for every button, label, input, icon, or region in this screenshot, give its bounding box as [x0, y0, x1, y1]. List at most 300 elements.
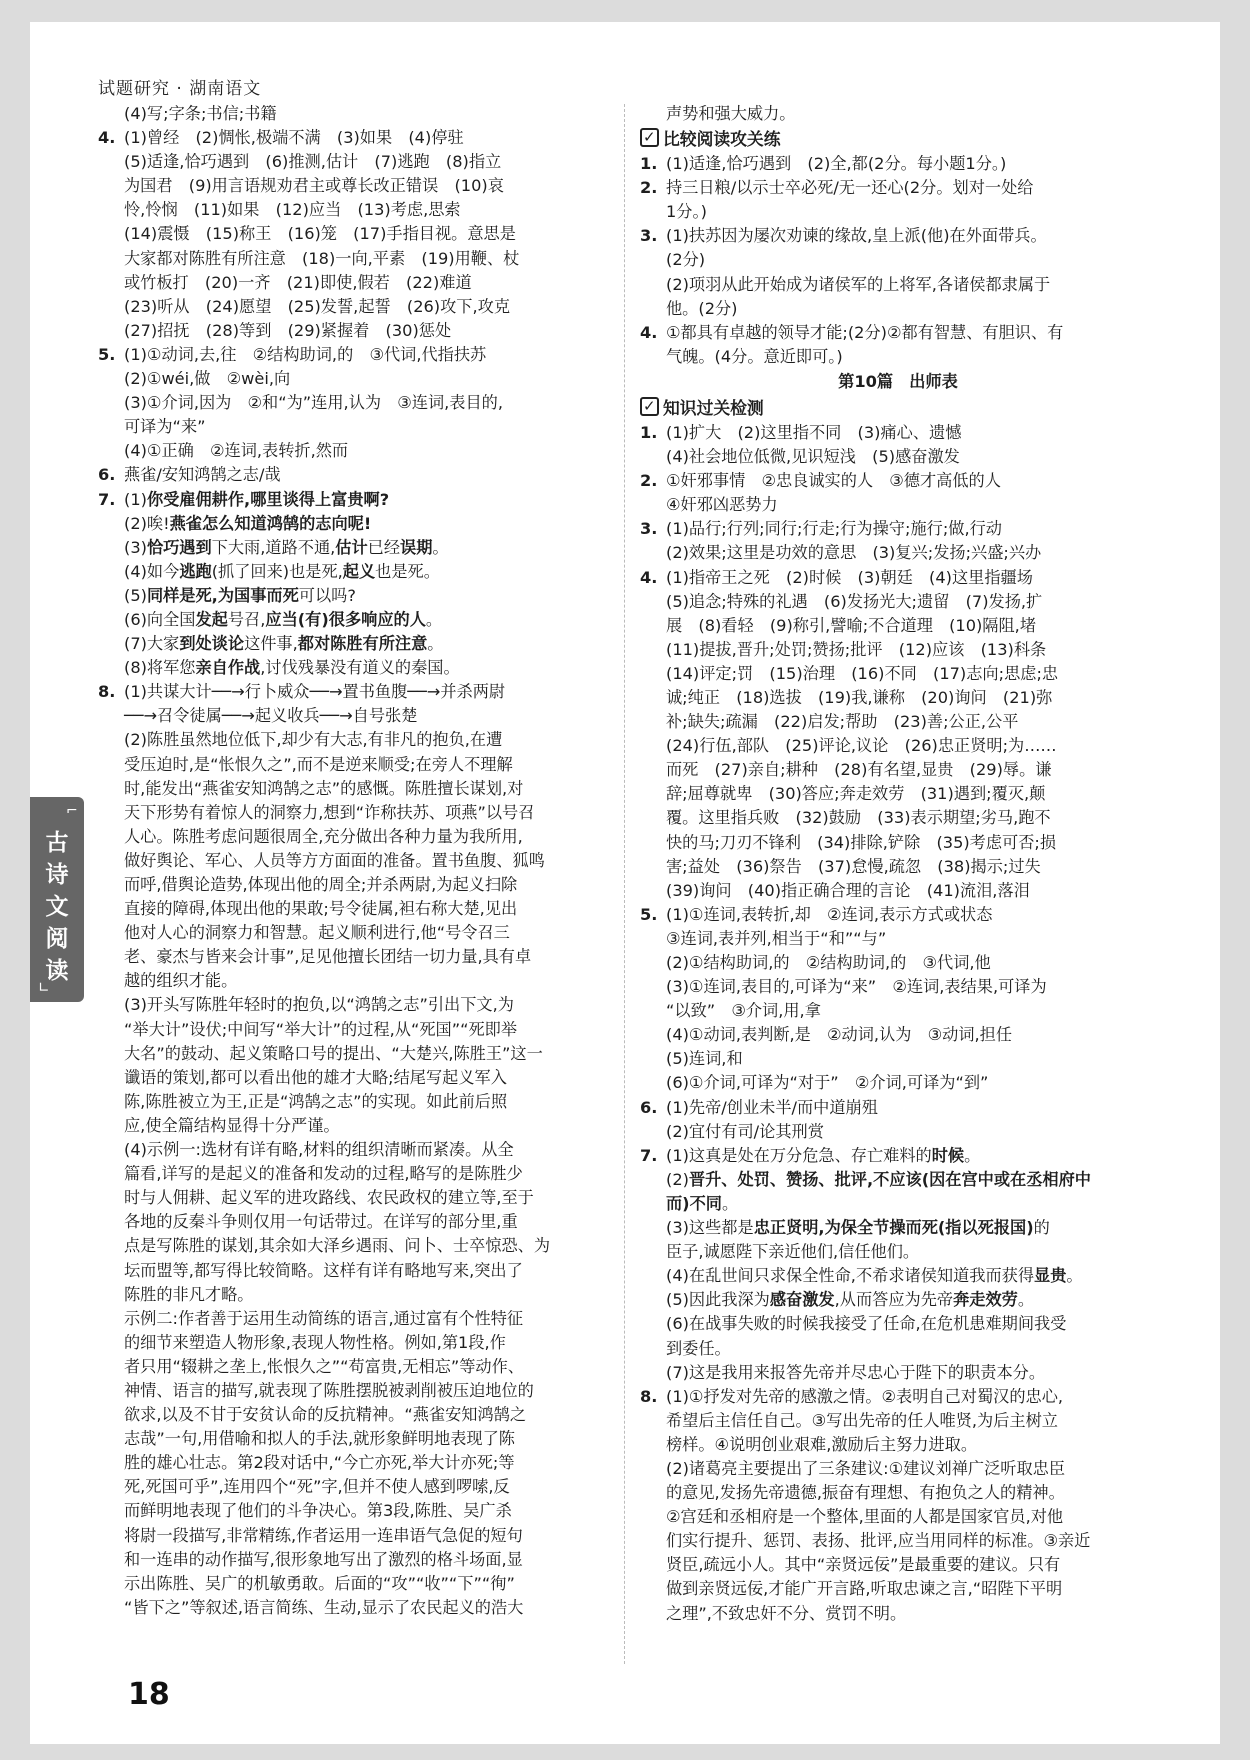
answer-text: (3)这些都是 [666, 1218, 754, 1238]
answer-text: (4)社会地位低微,见识短浅 (5)感奋激发 [666, 447, 960, 467]
answer-line [666, 975, 1156, 999]
answer-line [124, 608, 608, 632]
answer-text: “皆下之”等叙述,语言简练、生动,显示了农民起义的浩大 [124, 1597, 524, 1617]
side-tab-char: 诗 [45, 862, 69, 888]
answer-text: ,从而答应为先帝 [834, 1290, 954, 1310]
answer-text: 。 [425, 609, 443, 629]
answer-line [666, 855, 1156, 879]
answer-text: 点是写陈胜的谋划,其余如大泽乡遇雨、问卜、士卒惊恐、为 [124, 1236, 551, 1256]
answer-text: (2分) [666, 250, 706, 270]
answer-line [666, 493, 1156, 517]
answer-line [124, 512, 608, 536]
answer-item [640, 903, 1156, 1096]
answer-number: 4. [640, 322, 658, 342]
answer-text: 做好舆论、军心、人员等方方面面的准备。置书鱼腹、狐鸣 [124, 850, 545, 870]
answer-line [124, 801, 608, 825]
answer-text: 者只用“辍耕之垄上,怅恨久之”“苟富贵,无相忘”等动作、 [124, 1356, 524, 1376]
answer-text: (2)项羽从此开始成为诸侯军的上将军,各诸侯都隶属于 [666, 274, 1051, 294]
answer-line [666, 445, 1156, 469]
answer-line [124, 1379, 608, 1403]
emphasized-text: 燕雀怎么知道鸿鹄的志向呢! [169, 513, 372, 533]
answer-text: 之理”,不致忠奸不分、赏罚不明。 [666, 1603, 907, 1623]
section-banner [640, 126, 1156, 152]
answer-text: ③连词,表并列,相当于“和”“与” [666, 928, 887, 948]
emphasized-text: 奔走效劳 [953, 1290, 1018, 1310]
answer-text: 人心。陈胜考虑问题很周全,充分做出各种力量为我所用, [124, 826, 523, 846]
answer-text: (2)①结构助词,的 ②结构助词,的 ③代词,他 [666, 953, 991, 972]
answer-line [666, 1264, 1156, 1288]
answer-text: (24)行伍,部队 (25)评论,议论 (26)忠正贤明;为…… [666, 736, 1057, 756]
answer-number: 5. [640, 904, 658, 924]
answer-line [666, 903, 1156, 927]
answer-text: (5)追念;特殊的礼遇 (6)发扬光大;遗留 (7)发扬,扩 [666, 591, 1043, 611]
answer-text: ④奸邪凶恶势力 [666, 495, 778, 515]
answer-text: (1)先帝/创业未半/而中道崩殂 [666, 1097, 878, 1117]
answer-text: 。 [1017, 1290, 1035, 1310]
answer-text: 诚;纯正 (18)选拔 (19)我,谦称 (20)询问 (21)弥 [666, 687, 1053, 707]
answer-text: 到委任。 [666, 1338, 731, 1358]
answer-line [666, 1505, 1156, 1529]
answer-line [124, 656, 608, 680]
answer-line [666, 1529, 1156, 1553]
answer-line [124, 1186, 608, 1210]
answer-line [124, 150, 608, 174]
answer-number: 2. [640, 178, 658, 198]
side-tab-char: 读 [45, 958, 69, 984]
answer-text: 陈胜的非凡才略。 [124, 1284, 254, 1304]
answer-text: (1) [124, 489, 147, 509]
answer-line [124, 1090, 608, 1114]
answer-text: 谶语的策划,都可以看出他的雄才大略;结尾写起义军入 [124, 1067, 507, 1087]
answer-text: 越的组织才能。 [124, 971, 238, 991]
answer-text: (3) [124, 537, 147, 557]
answer-item [640, 1385, 1156, 1626]
answer-text: 气魄。(4分。意近即可。) [666, 346, 843, 366]
left-column [98, 102, 608, 1667]
answer-text: (1)指帝王之死 (2)时候 (3)朝廷 (4)这里指疆场 [666, 567, 1033, 587]
answer-number: 2. [640, 471, 658, 491]
emphasized-text: 估计 [335, 537, 368, 557]
answer-text: (2)诸葛亮主要提出了三条建议:①建议刘禅广泛听取忠臣 [666, 1458, 1066, 1478]
answer-text: 声势和强大威力。 [666, 104, 796, 123]
answer-text: (1)共谋大计──→行卜威众──→置书鱼腹──→并杀两尉 [124, 682, 506, 702]
answer-text: 补;缺失;疏漏 (22)启发;帮助 (23)善;公正,公平 [666, 712, 1019, 732]
answer-line [124, 1403, 608, 1427]
answer-line [666, 1240, 1156, 1264]
side-tab-char: 文 [45, 894, 69, 920]
emphasized-text: 应当(有)很多响应的人 [265, 609, 426, 629]
answer-text: 下大雨,道路不通, [211, 537, 336, 557]
answer-line [124, 1307, 608, 1331]
answer-text: (抓了回来)也是死, [211, 561, 343, 581]
answer-text: (39)询问 (40)指正确合理的言论 (41)流泪,落泪 [666, 880, 1030, 900]
emphasized-text: 亲自作战 [195, 658, 261, 678]
answer-text: (1)①抒发对先帝的感激之情。②表明自己对蜀汉的忠心, [666, 1386, 1064, 1406]
answer-text: 志哉”一句,用借喻和拟人的手法,就形象鲜明地表现了陈 [124, 1429, 515, 1449]
answer-text: 。 [721, 1193, 739, 1213]
answer-text: (3)①介词,因为 ②和“为”连用,认为 ③连词,表目的, [124, 393, 504, 413]
answer-text: (2) [666, 1169, 689, 1189]
emphasized-text: 起义 [342, 561, 376, 581]
answer-text: 死,死国可乎”,连用四个“死”字,但并不使人感到啰嗦,反 [124, 1477, 510, 1497]
answer-line [666, 1577, 1156, 1601]
page [30, 22, 1220, 1744]
answer-text: 直接的障碍,体现出他的果敢;号令徒属,袒右称大楚,见出 [124, 899, 518, 919]
answer-line [666, 782, 1156, 806]
answer-line [124, 415, 608, 439]
answer-text: 时与人佣耕、起义军的进攻路线、农民政权的建立等,至于 [124, 1188, 534, 1208]
answer-text: (3)①连词,表目的,可译为“来” ②连词,表结果,可译为 [666, 977, 1047, 997]
answer-line [124, 1475, 608, 1499]
answer-line [124, 873, 608, 897]
answer-line [124, 825, 608, 849]
answer-text: (11)提拔,晋升;处罚;赞扬;批评 (12)应该 (13)科条 [666, 639, 1047, 659]
answer-line [666, 1602, 1156, 1626]
section-banner-label: 比较阅读攻关练 [663, 129, 781, 150]
answer-text: (7)大家 [124, 634, 180, 654]
answer-text: 各地的反秦斗争则仅用一句话带过。在详写的部分里,重 [124, 1212, 518, 1232]
answer-line [124, 753, 608, 777]
answer-line [124, 1234, 608, 1258]
answer-line [124, 1499, 608, 1523]
answer-line [124, 921, 608, 945]
emphasized-text: 到处谈论 [179, 634, 245, 654]
answer-text: (1)品行;行列;同行;行走;行为操守;施行;做,行动 [666, 519, 1002, 539]
answer-text: (2)陈胜虽然地位低下,却少有大志,有非凡的抱负,在遭 [124, 730, 503, 750]
emphasized-text: 感奋激发 [769, 1290, 835, 1310]
bracket-top-icon: ⌐ [66, 803, 78, 819]
answer-text: (1)①连词,表转折,却 ②连词,表示方式或状态 [666, 904, 993, 924]
answer-line [124, 198, 608, 222]
answer-number: 6. [640, 1097, 658, 1117]
answer-line [666, 176, 1156, 200]
answer-line [666, 345, 1156, 369]
answer-text: (2)唉! [124, 513, 170, 533]
answer-line [666, 1433, 1156, 1457]
answer-text: 他。(2分) [666, 298, 738, 318]
answer-text: (1)扩大 (2)这里指不同 (3)痛心、遗憾 [666, 422, 962, 442]
answer-text: (7)这是我用来报答先帝并尽忠心于陛下的职责本分。 [666, 1362, 1046, 1382]
answer-text: 的意见,发扬先帝遗德,振奋有理想、有抱负之人的精神。 [666, 1483, 1065, 1503]
answer-text: 受压迫时,是“怅恨久之”,而不是逆来顺受;在旁人不理解 [124, 754, 513, 774]
answer-line [124, 488, 608, 512]
answer-number: 7. [98, 489, 116, 509]
answer-line [124, 1331, 608, 1355]
page-header: 试题研究 · 湖南语文 [98, 79, 262, 99]
answer-item [640, 176, 1156, 224]
answer-number: 3. [640, 226, 658, 246]
emphasized-text: 忠正贤明,为保全节操而死(指以死报国) [753, 1218, 1034, 1238]
answer-line [666, 1337, 1156, 1361]
answer-line [124, 174, 608, 198]
right-column [640, 102, 1156, 1667]
answer-line [666, 734, 1156, 758]
answer-number: 6. [98, 465, 116, 485]
answer-line [666, 421, 1156, 445]
checkbox-icon [640, 128, 659, 147]
answer-text: (4)如今 [124, 561, 180, 581]
answer-line [666, 638, 1156, 662]
answer-line [666, 566, 1156, 590]
answer-line [666, 224, 1156, 248]
answer-text: 怜,怜悯 (11)如果 (12)应当 (13)考虑,思索 [124, 200, 461, 220]
answer-line [666, 1216, 1156, 1240]
answer-text: 而鲜明地表现了他们的斗争决心。第3段,陈胜、吴广杀 [124, 1501, 512, 1521]
answer-line [666, 927, 1156, 951]
answer-text: 已经 [367, 537, 401, 557]
answer-text: 示例二:作者善于运用生动简练的语言,通过富有个性特征 [124, 1308, 524, 1328]
answer-line [666, 1144, 1156, 1168]
answer-text: 贤臣,疏远小人。其中“亲贤远佞”是最重要的建议。只有 [666, 1555, 1061, 1575]
answer-text: (4)示例一:选材有详有略,材料的组织清晰而紧凑。从全 [124, 1140, 514, 1160]
answer-line [124, 1596, 608, 1620]
answer-line [124, 1042, 608, 1066]
answer-line [124, 247, 608, 271]
answer-text: 快的马;刀刃不锋利 (34)排除,铲除 (35)考虑可否;损 [666, 832, 1057, 852]
answer-line [124, 391, 608, 415]
answer-text: (5)因此我深为 [666, 1290, 770, 1310]
answer-line [666, 806, 1156, 830]
answer-item [98, 102, 608, 126]
answer-line [124, 1138, 608, 1162]
answer-text: 害;益处 (36)祭告 (37)怠慢,疏忽 (38)揭示;过失 [666, 856, 1041, 876]
answer-line [666, 1168, 1156, 1192]
answer-text: (5) [124, 585, 147, 605]
answer-line [124, 463, 608, 487]
answer-text: (2)①wéi,做 ②wèi,向 [124, 369, 291, 389]
emphasized-text: 显贵 [1034, 1266, 1067, 1286]
answer-text: 。 [1066, 1266, 1083, 1286]
answer-text: 时,能发出“燕雀安知鸿鹄之志”的感慨。陈胜擅长谋划,对 [124, 778, 524, 798]
answer-item [98, 680, 608, 1620]
answer-text: 覆。这里指兵败 (32)鼓励 (33)表示期望;劣马,跑不 [666, 808, 1051, 828]
emphasized-text: 而)不同 [666, 1193, 722, 1213]
answer-line [124, 704, 608, 728]
answer-line [666, 102, 1156, 126]
answer-text: (1)扶苏因为屡次劝谏的缘故,皇上派(他)在外面带兵。 [666, 226, 1047, 246]
answer-text: 陈,陈胜被立为王,正是“鸿鹄之志”的实现。如此前后照 [124, 1091, 508, 1111]
answer-line [124, 728, 608, 752]
bracket-bottom-icon: ∟ [38, 980, 50, 996]
answer-number: 8. [98, 682, 116, 702]
answer-line [666, 1553, 1156, 1577]
answer-line [124, 1283, 608, 1307]
answer-item [98, 126, 608, 343]
answer-line [124, 1451, 608, 1475]
answer-line [666, 1071, 1156, 1095]
answer-text: ②宫廷和丞相府是一个整体,里面的人都是国家官员,对他 [666, 1507, 1064, 1527]
answer-line [124, 319, 608, 343]
answer-text: 们实行提升、惩罚、表扬、批评,应当用同样的标准。③亲近 [666, 1531, 1091, 1551]
answer-item [640, 321, 1156, 369]
answer-text: (14)评定;罚 (15)治理 (16)不同 (17)志向;思虑;忠 [666, 663, 1059, 683]
answer-number: 7. [640, 1145, 658, 1165]
answer-text: (27)招抚 (28)等到 (29)紧握着 (30)惩处 [124, 320, 452, 340]
answer-text: (6)在战事失败的时候我接受了任命,在危机患难期间我受 [666, 1314, 1067, 1334]
answer-line [666, 541, 1156, 565]
answer-line [124, 1114, 608, 1138]
answer-text: 展 (8)看轻 (9)称引,譬喻;不合道理 (10)隔阻,堵 [666, 615, 1037, 635]
answer-text: (23)听从 (24)愿望 (25)发誓,起誓 (26)攻下,攻克 [124, 296, 511, 316]
answer-text: “举大计”设伏;中间写“举大计”的过程,从“死国”“死即举 [124, 1019, 518, 1039]
answer-line [666, 686, 1156, 710]
answer-line [124, 993, 608, 1017]
answer-text: ①奸邪事情 ②忠良诚实的人 ③德才高低的人 [666, 471, 1001, 491]
answer-text: 胜的雄心壮志。第2段对话中,“今亡亦死,举大计亦死;等 [124, 1453, 515, 1473]
answer-text: 和一连串的动作描写,很形象地写出了激烈的格斗场面,显 [124, 1549, 523, 1569]
answer-text: 榜样。④说明创业艰难,激励后主努力进取。 [666, 1434, 978, 1454]
emphasized-text: 恰巧遇到 [146, 537, 212, 557]
answer-line [666, 152, 1156, 176]
answer-line [124, 1259, 608, 1283]
section-banner-label: 知识过关检测 [663, 397, 764, 418]
answer-line [666, 999, 1156, 1023]
answer-item [640, 102, 1156, 126]
answer-text: 的 [1033, 1218, 1050, 1238]
answer-line [666, 1361, 1156, 1385]
answer-text: (14)震慑 (15)称王 (16)笼 (17)手指目视。意思是 [124, 224, 516, 244]
answer-text: 臣子,诚愿陛下亲近他们,信任他们。 [666, 1242, 920, 1262]
answer-item [98, 488, 608, 681]
answer-item [640, 566, 1156, 903]
answer-line [666, 614, 1156, 638]
answer-line [666, 1120, 1156, 1144]
answer-number: 8. [640, 1386, 658, 1406]
answer-text: 持三日粮/以示士卒必死/无一还心(2分。划对一处给 [666, 178, 1034, 198]
answer-number: 1. [640, 422, 658, 442]
answer-line [666, 758, 1156, 782]
answer-line [124, 222, 608, 246]
answer-text: 应,使全篇结构显得十分严谨。 [124, 1115, 340, 1135]
answer-line [124, 584, 608, 608]
answer-text: 他对人心的洞察力和智慧。起义顺利进行,他“号令召三 [124, 923, 510, 943]
answer-text: 而死 (27)亲自;耕种 (28)有名望,显贵 (29)辱。谦 [666, 760, 1052, 780]
answer-line [666, 517, 1156, 541]
side-tab [30, 797, 84, 1002]
answer-line [666, 1047, 1156, 1071]
answer-item [640, 152, 1156, 176]
answer-text: 也是死。 [375, 561, 440, 581]
answer-line [666, 1288, 1156, 1312]
answer-text: (2)效果;这里是功效的意思 (3)复兴;发扬;兴盛;兴办 [666, 543, 1042, 563]
answer-text: ──→召令徒属──→起义收兵──→自号张楚 [124, 706, 418, 726]
answer-line [124, 1427, 608, 1451]
answer-item [640, 517, 1156, 565]
answer-text: (6)向全国 [124, 609, 196, 629]
page-number: 18 [128, 1677, 170, 1712]
answer-line [124, 632, 608, 656]
answer-number: 3. [640, 519, 658, 539]
answer-line [124, 945, 608, 969]
answer-text: 神情、语言的描写,就表现了陈胜摆脱被剥削被压迫地位的 [124, 1380, 534, 1400]
answer-text: (8)将军您 [124, 658, 196, 678]
answer-text: (3)开头写陈胜年轻时的抱负,以“鸿鹄之志”引出下文,为 [124, 995, 514, 1015]
answer-line [666, 1385, 1156, 1409]
answer-text: 号召, [227, 609, 266, 629]
answer-line [124, 439, 608, 463]
answer-number: 5. [98, 344, 116, 364]
answer-line [666, 200, 1156, 224]
answer-text: (1)适逢,恰巧遇到 (2)全,都(2分。每小题1分。) [666, 154, 1007, 174]
answer-line [124, 536, 608, 560]
chapter-heading: 第10篇 出师表 [838, 371, 958, 391]
answer-item [98, 463, 608, 487]
emphasized-text: 晋升、处罚、赞扬、批评,不应该(因在宫中或在丞相府中 [688, 1169, 1091, 1189]
answer-line [124, 1524, 608, 1548]
answer-text: 。 [964, 1145, 981, 1165]
answer-line [666, 469, 1156, 493]
answer-text: (1)①动词,去,往 ②结构助词,的 ③代词,代指扶苏 [124, 344, 487, 364]
column-divider [624, 104, 625, 1664]
answer-number: 4. [640, 567, 658, 587]
emphasized-text: 都对陈胜有所注意 [297, 634, 428, 654]
answer-text: 欲求,以及不甘于安贫认命的反抗精神。“燕雀安知鸿鹄之 [124, 1405, 527, 1425]
answer-text: 可译为“来” [124, 417, 206, 437]
answer-line [124, 126, 608, 150]
answer-text: (6)①介词,可译为“对于” ②介词,可译为“到” [666, 1073, 989, 1093]
answer-line [124, 680, 608, 704]
answer-item [640, 1096, 1156, 1144]
answer-text: 的细节来塑造人物形象,表现人物性格。例如,第1段,作 [124, 1332, 506, 1352]
answer-line [666, 590, 1156, 614]
answer-text: 示出陈胜、吴广的机敏勇敢。后面的“攻”“收”“下”“徇” [124, 1573, 515, 1593]
answer-line [666, 297, 1156, 321]
answer-line [124, 560, 608, 584]
answer-line [666, 1481, 1156, 1505]
answer-line [124, 1066, 608, 1090]
answer-line [124, 102, 608, 126]
answer-line [124, 777, 608, 801]
answer-text: ①都具有卓越的领导才能;(2分)②都有智慧、有胆识、有 [666, 322, 1064, 342]
answer-line [666, 710, 1156, 734]
answer-line [124, 295, 608, 319]
answer-text: (4)①动词,表判断,是 ②动词,认为 ③动词,担任 [666, 1025, 1013, 1045]
answer-text: 篇看,详写的是起义的准备和发动的过程,略写的是陈胜少 [124, 1164, 523, 1184]
emphasized-text: 逃跑 [179, 561, 212, 581]
answer-item [640, 469, 1156, 517]
answer-text: (2)宜付有司/论其刑赏 [666, 1121, 824, 1141]
answer-line [124, 343, 608, 367]
answer-text: 1分。) [666, 202, 707, 222]
answer-text: 老、豪杰与皆来会计事”,足见他擅长团结一切力量,具有卓 [124, 947, 532, 967]
answer-text: ,讨伐残暴没有道义的秦国。 [260, 658, 460, 678]
side-tab-char: 阅 [45, 926, 69, 952]
answer-line [666, 879, 1156, 903]
answer-text: (4)①正确 ②连词,表转折,然而 [124, 441, 349, 461]
answer-line [124, 897, 608, 921]
answer-line [666, 248, 1156, 272]
answer-text: 为国君 (9)用言语规劝君主或尊长改正错误 (10)哀 [124, 176, 504, 196]
side-tab-char: 古 [45, 830, 69, 856]
answer-text: (1)曾经 (2)惆怅,极端不满 (3)如果 (4)停驻 [124, 128, 464, 148]
section-banner [640, 395, 1156, 421]
emphasized-text: 你受雇佣耕作,哪里谈得上富贵啊? [146, 489, 390, 509]
answer-text: (4)在乱世间只求保全性命,不希求诸侯知道我而获得 [666, 1266, 1035, 1286]
answer-text: (4)写;字条;书信;书籍 [124, 104, 277, 123]
answer-text: 天下形势有着惊人的洞察力,想到“诈称扶苏、项燕”以号召 [124, 802, 535, 822]
answer-text: 将尉一段描写,非常精练,作者运用一连串语气急促的短句 [124, 1525, 523, 1545]
checkbox-icon [640, 397, 659, 416]
answer-line [124, 1210, 608, 1234]
answer-line [124, 1355, 608, 1379]
answer-text: 这件事, [244, 634, 298, 654]
answer-text: 大名”的鼓动、起义策略口号的提出、“大楚兴,陈胜王”这一 [124, 1043, 543, 1063]
answer-text: 。 [427, 634, 444, 654]
answer-item [640, 421, 1156, 469]
emphasized-text: 误期 [400, 537, 433, 557]
answer-text: 希望后主信任自己。③写出先帝的任人唯贤,为后主树立 [666, 1410, 1058, 1430]
emphasized-text: 发起 [195, 609, 228, 629]
